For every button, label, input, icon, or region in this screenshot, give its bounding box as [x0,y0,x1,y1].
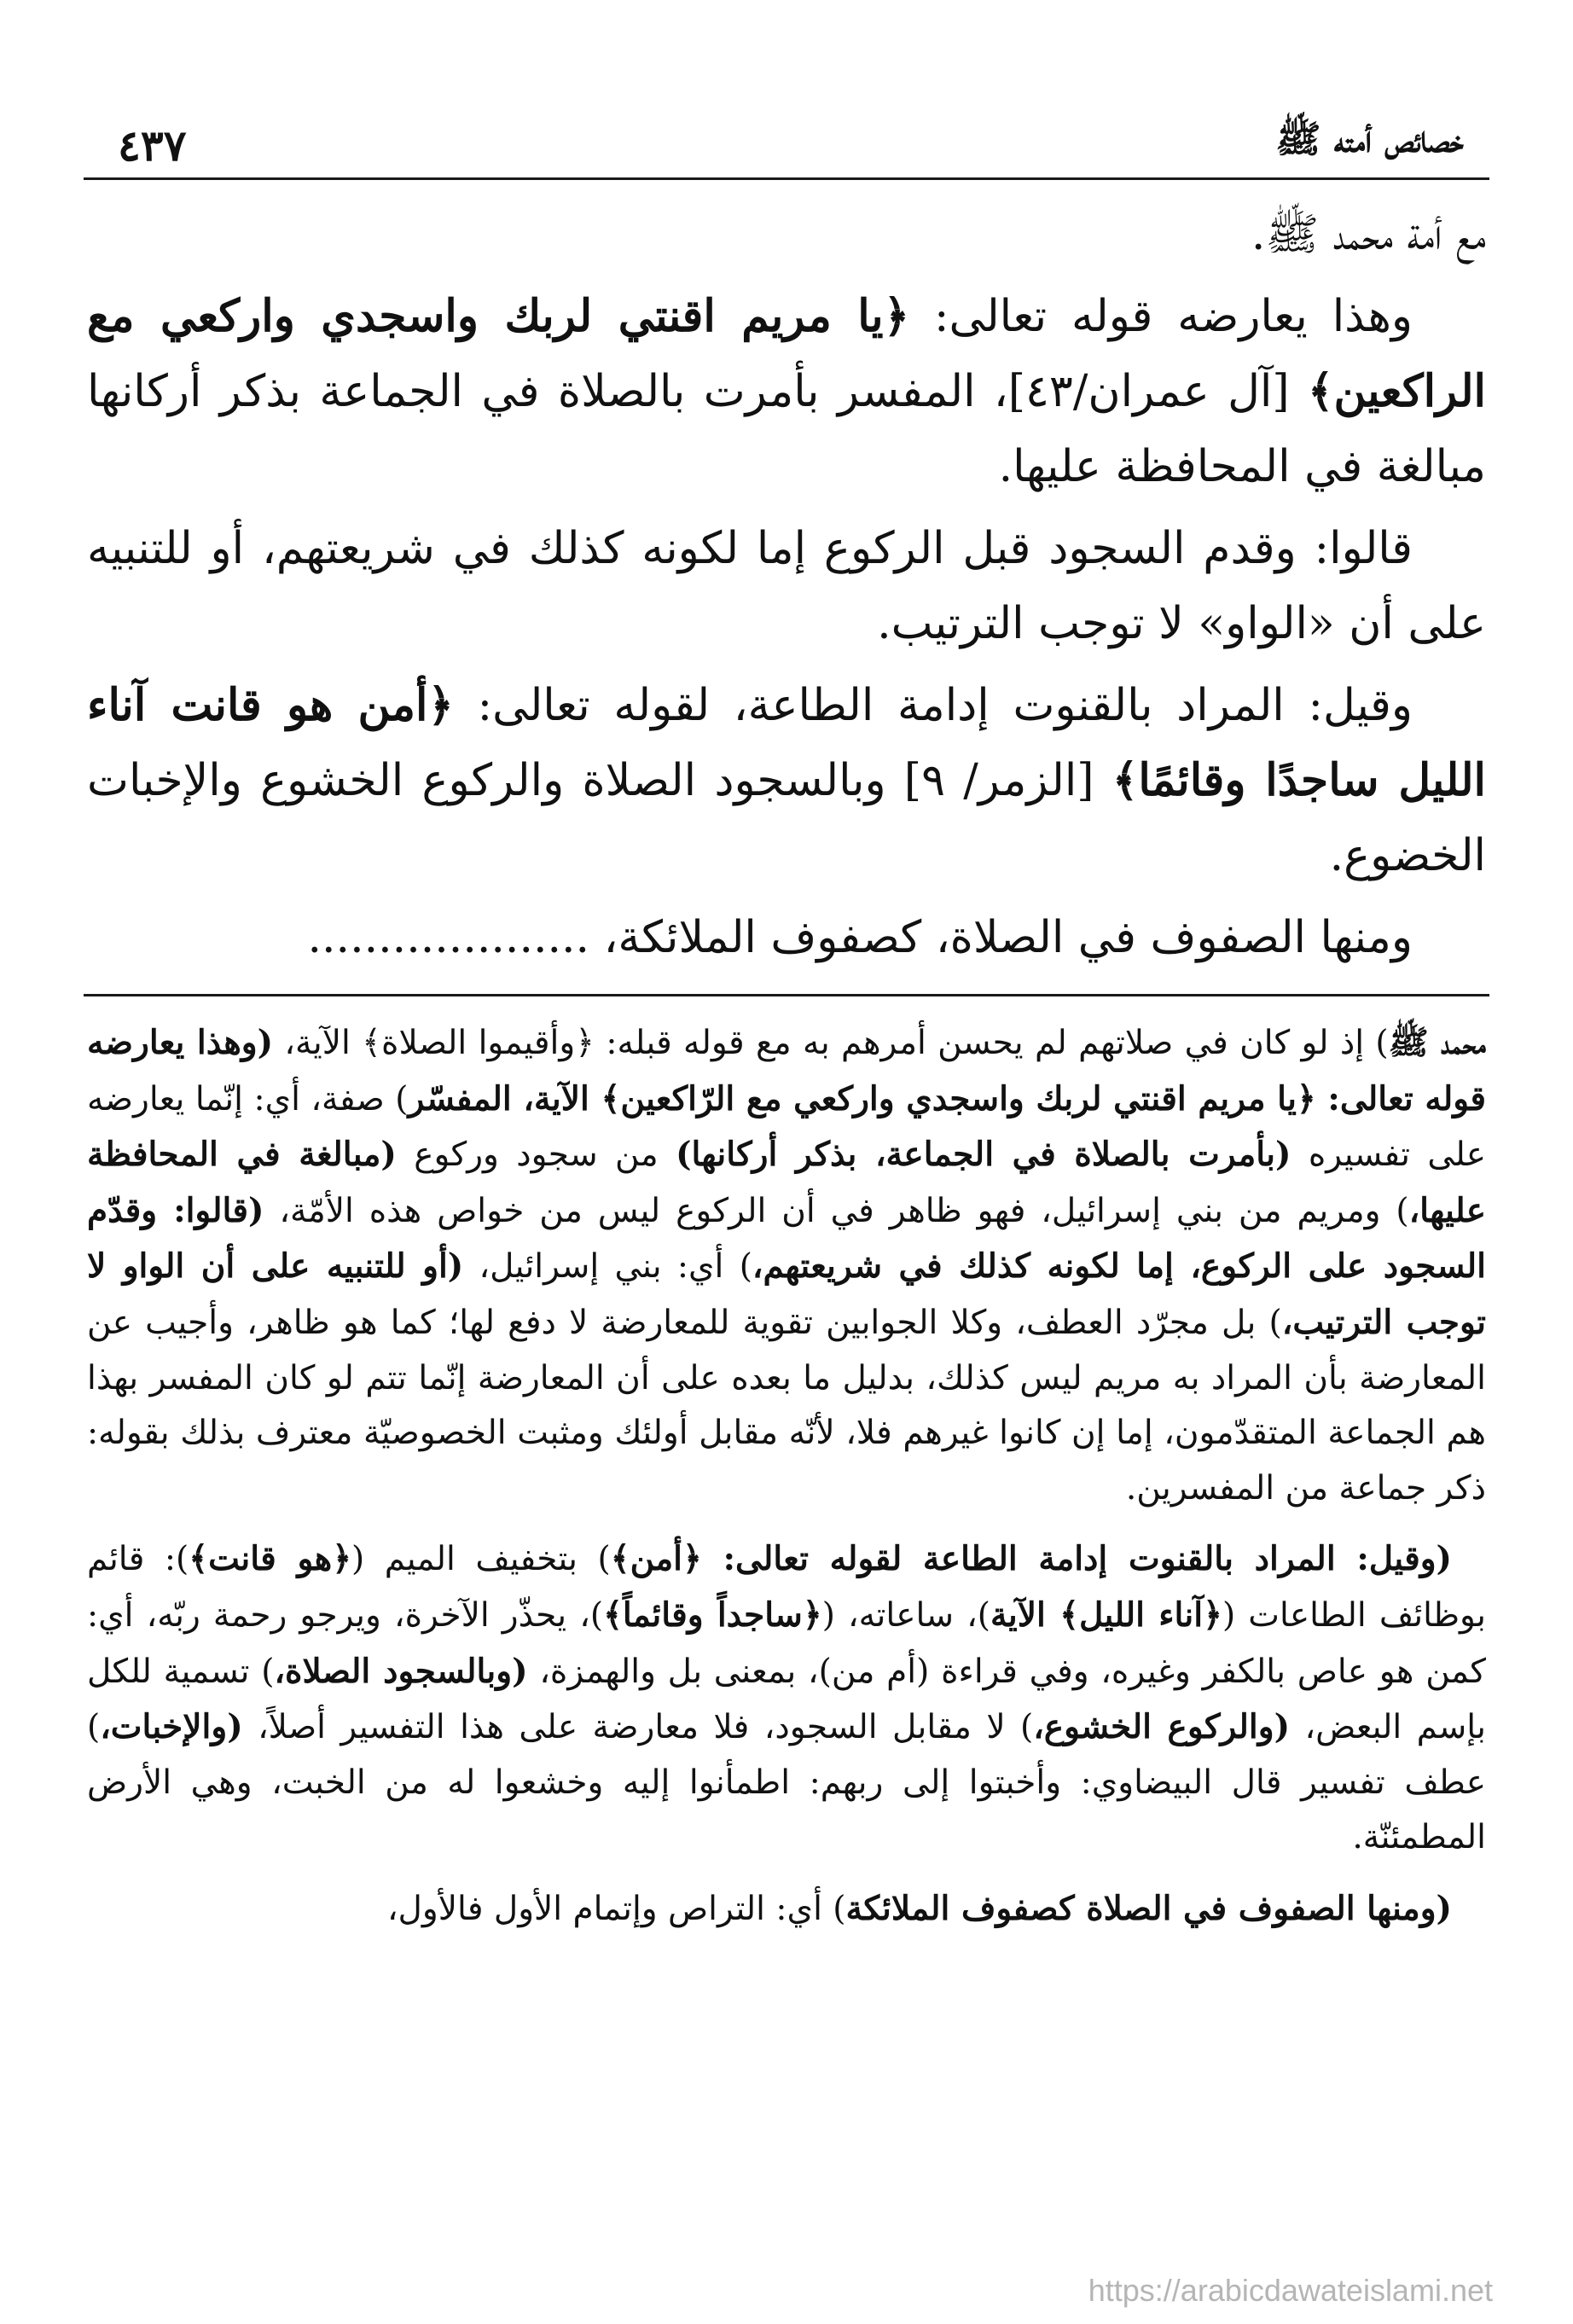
text-segment: وقيل: المراد بالقنوت إدامة الطاعة، لقوله تعالى: [453,680,1413,731]
bold-segment: (وقيل: المراد بالقنوت إدامة الطاعة لقوله تعالى: [701,1539,1452,1579]
running-header [84,85,1489,180]
bold-segment: المفسّر [408,1078,512,1118]
bold-segment: ﴿أمن هو قانت آناء الليل ساجدًا وقائمًا﴾ [87,679,1486,806]
main-paragraph [87,279,1486,504]
bold-segment: (قالوا: وقدّم السجود على الركوع، إما لكونه كذلك في شريعتهم، [87,1190,1486,1287]
bold-segment: (والإخبات، [100,1707,243,1747]
text-segment: ) تسمية للكل بإسم البعض، [87,1652,1486,1747]
text-segment: [آل عمران/٤٣]، المفسر بأمرت بالصلاة في الجماعة بذكر أركانها مبالغة في المحافظة عليها. [87,366,1486,492]
bold-segment: (أو للتنبيه على أن الواو لا توجب الترتيب، [87,1246,1486,1342]
commentary-paragraph [87,1531,1486,1866]
commentary-text [84,1015,1489,1938]
bold-segment: ﴿أمن﴾ [610,1539,702,1579]
bold-segment: ﴿يا مريم اقنتي لربك واسجدي واركعي مع الراكعين﴾ [87,290,1486,417]
text-segment: ) بتخفيف الميم ( [351,1540,611,1579]
bold-segment: ﴿هو قانت﴾ [189,1539,352,1579]
text-segment: ) أي: التراص وإتمام الأول فالأول، [386,1889,846,1928]
text-segment: ) بل مجرّد العطف، وكلا الجوابين تقوية للمعارضة لا دفع لها؛ كما هو ظاهر، وأجيب عن المعارضة بأن المراد به مريم ليس كذلك، بدليل ما بعده على أن المعارضة إنّما تتم لو كان المفسر بهذا هم الجماعة المتقدّمون، إما إن كانوا غيرهم فلا، لأنّه مقابل أولئك ومثبت الخصوصيّة معترف بذلك بقوله: ذكر جماعة من المفسرين. [87,1303,1486,1508]
text-segment: )، ساعاته، ( [821,1595,990,1635]
text-segment: مع أمة محمد ﷺ. [1251,209,1486,260]
commentary-paragraph [87,1015,1486,1516]
bold-segment: (والركوع الخشوع، [1033,1707,1291,1747]
bold-segment: (بأمرت بالصلاة في الجماعة، بذكر أركانها) [676,1135,1291,1175]
text-segment: قالوا: وقدم السجود قبل الركوع إما لكونه كذلك في شريعتهم، أو للتنبيه على أن «الواو» لا توجب الترتيب. [87,523,1486,649]
bold-segment: ﴿ساجداً وقائماً﴾ [603,1595,822,1635]
bold-segment: الآية، [511,1078,589,1118]
bold-segment: ﴿يا مريم اقنتي لربك واسجدي واركعي مع الرّاكعين﴾ [589,1078,1316,1118]
text-segment: ومنها الصفوف في الصلاة، كصفوف الملائكة، [589,912,1413,963]
text-segment: ): قائم بوظائف الطاعات ( [87,1540,1487,1635]
footnote-separator [84,994,1489,996]
chapter-title: خصائص أمته ﷺ [1275,118,1464,161]
text-segment: ) عطف تفسير قال البيضاوي: وأخبتوا إلى ربهم: اطمأنوا إليه وخشعوا له من الخبت، وهي الأرض المطمئنّة. [87,1708,1486,1857]
text-segment: ) أي: بني إسرائيل، [463,1247,752,1287]
main-paragraph [87,900,1486,975]
bold-segment: (ومنها الصفوف في الصلاة كصفوف الملائكة [845,1888,1452,1928]
bold-segment: ﴿آناء الليل﴾ الآية [990,1595,1222,1635]
bold-segment: (وبالسجود الصلاة، [274,1651,528,1691]
main-paragraph [87,511,1486,661]
bold-segment: (مبالغة في المحافظة عليها، [87,1135,1486,1230]
text-segment: ) إذ لو كان في صلاتهم لم يحسن أمرهم به مع قوله قبله: ﴿وأقيموا الصلاة﴾ الآية، [273,1024,1389,1062]
text-segment: ) لا مقابل السجود، فلا معارضة على هذا التفسير أصلاً، [242,1708,1034,1747]
text-segment: وهذا يعارضه قوله تعالى: [909,291,1413,342]
bold-segment: (وهذا يعارضه قوله تعالى: [87,1023,1486,1118]
watermark: https://arabicdawateislami.net [1088,2273,1493,2308]
commentary-paragraph [87,1881,1486,1938]
page-number: ٤٣٧ [118,120,187,171]
text-segment: ) ومريم من بني إسرائيل، فهو ظاهر في أن الركوع ليس من خواص هذه الأمّة، [264,1191,1409,1230]
main-paragraph [87,668,1486,893]
text-segment: ) صفة، أي: إنّما يعارضه على تفسيره [87,1079,1487,1175]
main-text [84,180,1489,975]
ellipsis-dots: .................... [307,912,590,963]
text-segment: [الزمر/ ٩] وبالسجود الصلاة والركوع الخشوع والإخبات الخضوع. [87,755,1486,881]
main-paragraph [87,197,1486,272]
bold-segment: محمد ﷺ [1388,1023,1486,1062]
text-segment: )، يحذّر الآخرة، ويرجو رحمة ربّه، أي: كمن هو عاص بالكفر وغيره، وفي قراءة (أم من)، بمعنى بل والهمزة، [87,1595,1487,1691]
text-segment: من سجود وركوع [396,1136,676,1175]
